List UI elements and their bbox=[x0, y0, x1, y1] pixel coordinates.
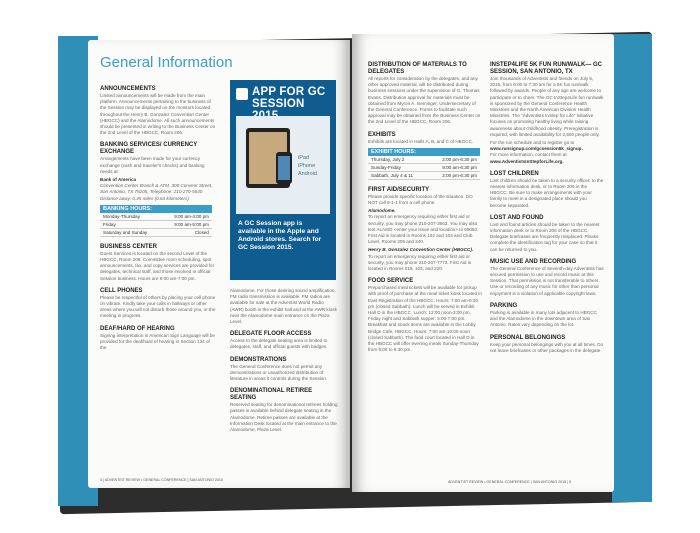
food-section bbox=[368, 278, 482, 353]
first-aid-heading: FIRST AID/SECURITY bbox=[368, 186, 430, 193]
music-text: The General Conference of Seventh-day Adventists has secured permission to use and record music at this Session. That permission is not transferable to others. Use or recording of any music for other than personal enjoyment is a violation of applicable copyright laws. bbox=[490, 265, 604, 296]
left-footer: 4 | ADVENTIST REVIEW • GENERAL CONFERENCE | SAN ANTONIO 2015 bbox=[100, 478, 223, 482]
first-aid-text: Please provide specific location of the situation. DO NOT call 9-1-1 from a cell phone. bbox=[368, 193, 473, 206]
left-column-1 bbox=[100, 86, 216, 357]
exhibits-heading: EXHIBITS bbox=[368, 131, 396, 138]
hours-row: Thursday, July 2 2:00 pm-6:30 pm bbox=[368, 156, 480, 164]
alamodome-label: Alamodome. bbox=[368, 208, 396, 214]
register-link[interactable]: www.runsignup.com/gcsession5k_signup. bbox=[490, 146, 583, 152]
ad-text: A GC Session app is available in the Apple and Android stores. Search for GC Session 2015. bbox=[238, 220, 322, 251]
banking-heading: BANKING SERVICES/ CURRENCY EXCHANGE bbox=[100, 142, 198, 156]
announcements-section bbox=[100, 86, 216, 136]
cell-phones-section bbox=[100, 288, 216, 320]
right-column-1 bbox=[368, 62, 482, 360]
exhibit-hours-label: EXHIBIT HOURS: bbox=[368, 148, 480, 156]
banking-text: Arrangements have been made for your currency exchange (cash and traveler's checks) and banking needs at: bbox=[100, 156, 205, 174]
platform-iphone: iPhone bbox=[298, 163, 316, 169]
left-page bbox=[88, 40, 350, 488]
retiree-section bbox=[230, 388, 338, 433]
lost-children-heading: LOST CHILDREN bbox=[490, 170, 539, 177]
left-column-2 bbox=[230, 288, 338, 439]
lost-found-heading: LOST AND FOUND bbox=[490, 214, 544, 221]
demonstrations-text: The General Conference does not permit any demonstrations or unauthorized distribution of literature in areas it controls during the Session. bbox=[230, 363, 328, 382]
deaf-section bbox=[100, 326, 216, 352]
banking-section bbox=[100, 142, 216, 236]
device-screenshots bbox=[236, 116, 330, 214]
deaf-text: Signing interpretation in American Sign Language will be provided for the deaf/hard of hearing in Section 134 of the bbox=[100, 332, 215, 351]
platform-ipad: iPad bbox=[298, 155, 310, 161]
info-text: For more information, contact them at bbox=[490, 152, 567, 158]
retiree-heading: DENOMINATIONAL RETIREE SEATING bbox=[230, 388, 313, 402]
ad-title: APP FOR GC SESSION bbox=[252, 86, 326, 110]
cell-phones-heading: CELL PHONES bbox=[100, 287, 143, 294]
lost-children-text: Lost children should be taken to a security officer, to the nearest information desk, or to Room 206 in the HBGCC. Be sure to make arrangements with your family to meet in a designated place should you become separated. bbox=[490, 177, 604, 208]
lost-found-text: Lost and found articles should be taken to the nearest information desk or to Room 206 of the HBGCC. Delegate briefcases are frequently misplaced. Please complete the identification tag for your case so that it can be returned to you. bbox=[490, 221, 600, 252]
lost-children-section bbox=[490, 171, 604, 209]
platform-list bbox=[298, 154, 317, 178]
hours-row: Saturday and Sunday Closed bbox=[100, 229, 212, 237]
phone-icon bbox=[276, 152, 292, 184]
food-heading: FOOD SERVICE bbox=[368, 278, 414, 285]
bank-address: Convention Center Branch & ATM, 300 Convent Street, San Antonio, TX 78205, Telephone: 210-270-5540 bbox=[100, 183, 213, 195]
run-walk-text: Join thousands of Adventists and friends on July 5, 2015, from 6:00 to 7:30 am for a 5K fun run/walk followed by awards. People of any age are welcome to participate or to cheer. The GC InStep4Life fun run/walk is sponsored by the General Conference Health Ministries and the North American Division Health Ministries. The "Adventists InStep for Life" initiative focuses on promoting healthy living while raising awareness about childhood obesity. Preregistration is required, with limited availability for 2,500 people only. bbox=[490, 76, 604, 137]
app-advertisement bbox=[230, 80, 336, 280]
deaf-heading: DEAF/HARD OF HEARING bbox=[100, 325, 175, 332]
retiree-text: Reserved seating for denominational retirees holding passes is available behind delegate seating in the Alamodome. Retiree passes are available at the Information Desk located at the main entrance to the Alamodome, Plaza Level. bbox=[230, 402, 338, 433]
music-section bbox=[490, 259, 604, 297]
right-page bbox=[352, 34, 614, 492]
food-text: Prepurchased meal tickets will be available for pickup with proof of purchase at the meal ticket kiosk located in East Registration of the HBGCC. Hours: 7:00 am-6:30 pm (closed Sabbath). Lunch will be served in Exhibit Hall D in the HBGCC. Lunch: 12:00 noon-3:00 pm, Friday night and Sabbath supper: 5:00-7:00 pm. Breakfast and snack items are available in the Lobby Bridge Cafe, HBGCC. Hours: 7:00 am-10:00 noon (closed Sabbath). The food court located in Hall D in the HBGCC will offer evening meals Sunday-Thursday from 5:00 to 6:30 pm. bbox=[368, 285, 482, 353]
adventist-logo-icon bbox=[236, 88, 248, 100]
first-aid-section bbox=[368, 187, 482, 272]
deaf-continued-text: Alamodome. For those desiring sound amplification, FM radio transmission is available. FM radios are available for sale at the Adventist World Radio (AWR) booth in the exhibit hall and at the AWR kiosk near the Alamodome main entrance on the Plaza Level. bbox=[230, 288, 337, 325]
floor-access-text: Access to the delegate seating area is limited to delegates, staff, and official guests with badges. bbox=[230, 338, 328, 350]
distribution-heading: DISTRIBUTION OF MATERIALS TO DELEGATES bbox=[368, 62, 467, 75]
bank-name: Bank of America bbox=[100, 177, 137, 183]
col2-continuation bbox=[230, 288, 338, 325]
floor-access-section bbox=[230, 331, 338, 350]
hours-row: Friday 9:00 am-5:00 pm bbox=[100, 221, 212, 229]
banking-hours-label: BANKING HOURS: bbox=[100, 205, 212, 213]
floor-access-heading: DELEGATE FLOOR ACCESS bbox=[230, 331, 312, 338]
right-footer: ADVENTIST REVIEW • GENERAL CONFERENCE | SAN ANTONIO 2015 | 5 bbox=[448, 480, 572, 484]
exhibits-section bbox=[368, 132, 482, 180]
parking-text: Parking is available in many lots adjacent to HBGCC and the Alamodome in the downtown area of San Antonio. Rates vary depending on the lot. bbox=[490, 309, 597, 328]
announcements-text: Limited announcements will be made from the main platform. Announcements pertaining to the business of the Session may be displayed on the monitors located throughout the Henry B. Gonzalez Convention Center (HBGCC) and the Alamodome. All such announcements should be presented in writing to the Business Center on the 2nd Level of the HBGCC, Room 206. bbox=[100, 93, 216, 136]
platform-android: Android bbox=[298, 171, 317, 177]
business-center-section bbox=[100, 244, 216, 282]
business-center-heading: BUSINESS CENTER bbox=[100, 243, 158, 250]
bank-distance: Distance away: 0.45 miles (0.64 kilometers) bbox=[100, 195, 189, 201]
belongings-text: Keep your personal belongings with you at all times. Do not leave briefcases or other packages in the delegate bbox=[490, 341, 604, 353]
cell-phones-text: Please be respectful of others by placing your cell phone on vibrate. Kindly take your calls in hallways or other areas where you will not disturb those around you, or the meeting in progress. bbox=[100, 294, 216, 319]
belongings-section bbox=[490, 335, 604, 354]
exhibit-hours-table bbox=[368, 148, 480, 180]
run-walk-heading: INSTEP4LIFE 5K FUN RUN/WALK— GC SESSION, SAN ANTONIO, TX bbox=[490, 62, 603, 75]
hbgcc-text: To report an emergency requiring either first aid or security, you may phone 210-207-7773. First Aid is located in Rooms 019, 103, and 220. bbox=[368, 253, 472, 272]
music-heading: MUSIC USE AND RECORDING bbox=[490, 258, 577, 265]
belongings-heading: PERSONAL BELONGINGS bbox=[490, 334, 566, 341]
register-text: For the run schedule and to register go to bbox=[490, 140, 575, 146]
distribution-section bbox=[368, 62, 482, 126]
demonstrations-section bbox=[230, 357, 338, 383]
page-title: General Information bbox=[100, 54, 233, 71]
hours-row: Sunday-Friday 9:00 am-6:30 pm bbox=[368, 164, 480, 172]
right-column-2 bbox=[490, 62, 604, 360]
alamodome-text: To report an emergency requiring either first aid or security, you may phone 210-207-3663. You may also text ALAMO <enter your issue and location> to 69050. First Aid is located in Rooms 102 and 104 and Club Level, Rooms 205 and 240. bbox=[368, 214, 479, 245]
hours-row: Sabbath, July 4 & 11 2:00 pm-6:30 pm bbox=[368, 172, 480, 180]
lost-found-section bbox=[490, 215, 604, 253]
parking-heading: PARKING bbox=[490, 302, 518, 309]
demonstrations-heading: DEMONSTRATIONS bbox=[230, 356, 287, 363]
exhibits-text: Exhibits are located in Halls A, B, and C of HBGCC. bbox=[368, 138, 474, 144]
info-link[interactable]: www.AdventistsInStepforLife.org. bbox=[490, 158, 564, 164]
hbgcc-label: Henry B. Gonzalez Convention Center (HBGCC). bbox=[368, 247, 474, 253]
distribution-text: All reports for consideration by the delegates, and any other approved material, will be distributed during business sessions under the supervision of G. Thomas Evans. Distribution approval for materials must be obtained from Myron A. Iseminger, Undersecretary of the General Conference. Forms to facilitate such approval may be obtained from the Business Center on the 2nd Level of the HBGCC, Room 206. bbox=[368, 76, 481, 125]
hours-row: Monday-Thursday 9:00 am-4:00 pm bbox=[100, 213, 212, 221]
parking-section bbox=[490, 303, 604, 329]
business-center-text: Guest Services is located on the second Level of the HBGCC, Room 206. Committee room scheduling, spot announcements, fax, and copy services are provided for delegates, technical staff, and those involved in official Session business. Hours are 9:00 am-7:00 pm. bbox=[100, 250, 215, 281]
banking-hours-table bbox=[100, 205, 212, 237]
announcements-heading: ANNOUNCEMENTS bbox=[100, 86, 156, 92]
run-walk-section bbox=[490, 62, 604, 165]
cover-edge-right bbox=[612, 34, 652, 502]
